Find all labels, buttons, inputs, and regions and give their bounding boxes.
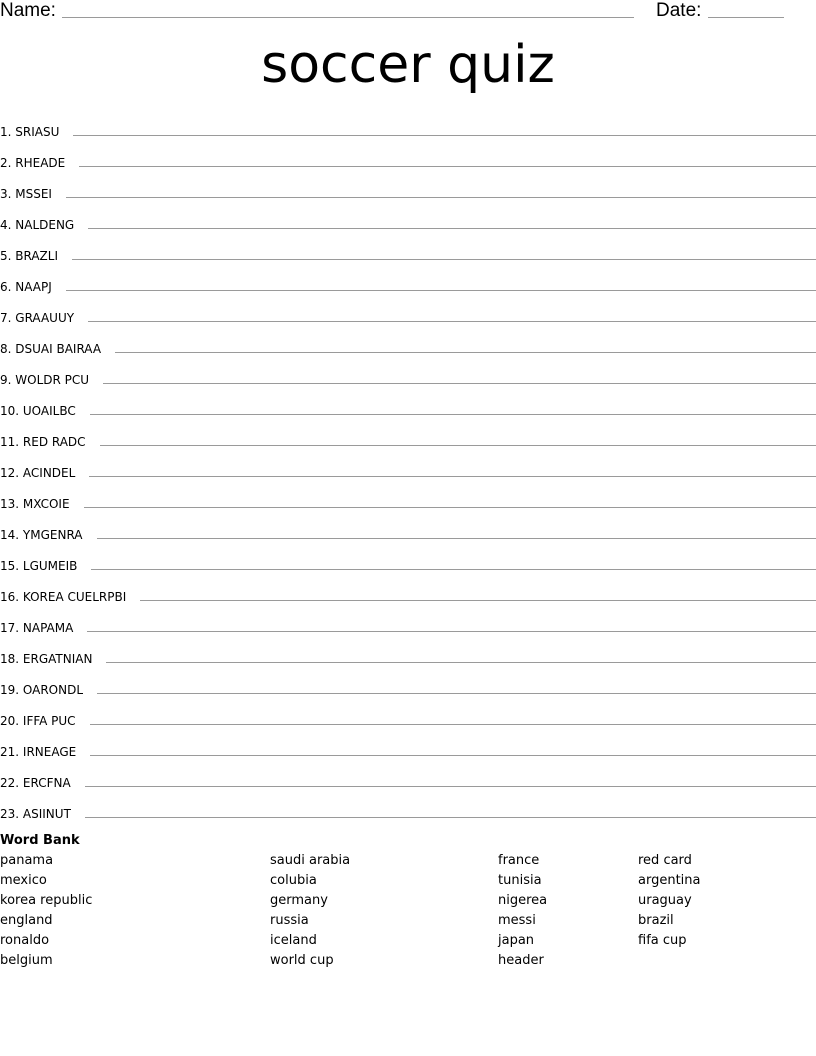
question-label: 13. MXCOIE	[0, 497, 70, 511]
date-blank-line	[708, 17, 784, 18]
name-label: Name:	[0, 0, 56, 21]
answer-blank-line	[90, 414, 816, 415]
answer-blank-line	[100, 445, 816, 446]
question-row	[0, 204, 816, 235]
question-label: 12. ACINDEL	[0, 466, 76, 480]
question-label: 8. DSUAI BAIRAA	[0, 342, 102, 356]
answer-blank-line	[66, 290, 816, 291]
answer-blank-line	[72, 259, 816, 260]
word-bank-word: france	[498, 853, 540, 868]
question-label: 2. RHEADE	[0, 156, 66, 170]
question-list	[0, 111, 816, 824]
question-label: 17. NAPAMA	[0, 621, 74, 635]
question-row	[0, 514, 816, 545]
word-bank-word: england	[0, 913, 53, 928]
word-bank-word: belgium	[0, 953, 53, 968]
question-label: 1. SRIASU	[0, 125, 60, 139]
page-title: soccer quiz	[261, 35, 555, 95]
question-row	[0, 111, 816, 142]
word-bank-word: nigerea	[498, 893, 548, 908]
question-row	[0, 762, 816, 793]
question-row	[0, 142, 816, 173]
word-bank-word: argentina	[638, 873, 701, 888]
answer-blank-line	[115, 352, 816, 353]
answer-blank-line	[90, 724, 816, 725]
word-bank-word: panama	[0, 853, 54, 868]
word-bank-word: tunisia	[498, 873, 542, 888]
word-bank-word: brazil	[638, 913, 674, 928]
question-row	[0, 576, 816, 607]
word-bank-title: Word Bank	[0, 833, 80, 848]
question-label: 20. IFFA PUC	[0, 714, 76, 728]
word-bank-word: mexico	[0, 873, 47, 888]
word-bank-word: ronaldo	[0, 933, 50, 948]
answer-blank-line	[89, 476, 816, 477]
date-label: Date:	[656, 0, 702, 21]
question-row	[0, 235, 816, 266]
question-row	[0, 297, 816, 328]
question-label: 19. OARONDL	[0, 683, 84, 697]
word-bank-column	[638, 852, 701, 952]
question-row	[0, 483, 816, 514]
name-blank-line	[62, 17, 634, 18]
question-row	[0, 390, 816, 421]
question-label: 9. WOLDR PCU	[0, 373, 90, 387]
word-bank-word: russia	[270, 913, 309, 928]
answer-blank-line	[88, 321, 816, 322]
question-label: 16. KOREA CUELRPBI	[0, 590, 127, 604]
word-bank-column	[498, 852, 547, 972]
word-bank-column	[0, 852, 92, 972]
question-row	[0, 328, 816, 359]
answer-blank-line	[79, 166, 816, 167]
answer-blank-line	[106, 662, 816, 663]
question-label: 3. MSSEI	[0, 187, 52, 201]
answer-blank-line	[103, 383, 816, 384]
word-bank-word: world cup	[270, 953, 334, 968]
question-row	[0, 545, 816, 576]
answer-blank-line	[73, 135, 816, 136]
word-bank-word: germany	[270, 893, 328, 908]
answer-blank-line	[66, 197, 816, 198]
question-label: 22. ERCFNA	[0, 776, 71, 790]
word-bank-word: messi	[498, 913, 536, 928]
question-label: 5. BRAZLI	[0, 249, 59, 263]
word-bank-word: header	[498, 953, 544, 968]
answer-blank-line	[140, 600, 816, 601]
answer-blank-line	[91, 569, 816, 570]
question-label: 6. NAAPJ	[0, 280, 52, 294]
word-bank-word: iceland	[270, 933, 317, 948]
word-bank-word: japan	[498, 933, 535, 948]
question-label: 14. YMGENRA	[0, 528, 83, 542]
question-row	[0, 700, 816, 731]
question-row	[0, 607, 816, 638]
word-bank-column	[270, 852, 350, 972]
word-bank-word: saudi arabia	[270, 853, 351, 868]
question-row	[0, 359, 816, 390]
question-row	[0, 793, 816, 824]
worksheet-header	[0, 0, 816, 24]
word-bank-word: fifa cup	[638, 933, 687, 948]
question-label: 23. ASIINUT	[0, 807, 71, 821]
answer-blank-line	[84, 507, 816, 508]
question-label: 4. NALDENG	[0, 218, 75, 232]
question-row	[0, 731, 816, 762]
question-row	[0, 266, 816, 297]
question-label: 7. GRAAUUY	[0, 311, 75, 325]
question-row	[0, 173, 816, 204]
answer-blank-line	[85, 786, 816, 787]
answer-blank-line	[97, 693, 816, 694]
question-row	[0, 452, 816, 483]
question-row	[0, 421, 816, 452]
question-label: 10. UOAILBC	[0, 404, 76, 418]
answer-blank-line	[88, 228, 816, 229]
word-bank-word: uraguay	[638, 893, 692, 908]
question-label: 21. IRNEAGE	[0, 745, 77, 759]
question-row	[0, 638, 816, 669]
question-label: 15. LGUMEIB	[0, 559, 78, 573]
answer-blank-line	[87, 631, 816, 632]
answer-blank-line	[85, 817, 816, 818]
question-label: 18. ERGATNIAN	[0, 652, 93, 666]
question-label: 11. RED RADC	[0, 435, 86, 449]
word-bank-word: red card	[638, 853, 692, 868]
word-bank-word: colubia	[270, 873, 317, 888]
question-row	[0, 669, 816, 700]
word-bank-word: korea republic	[0, 893, 93, 908]
answer-blank-line	[97, 538, 816, 539]
answer-blank-line	[90, 755, 816, 756]
